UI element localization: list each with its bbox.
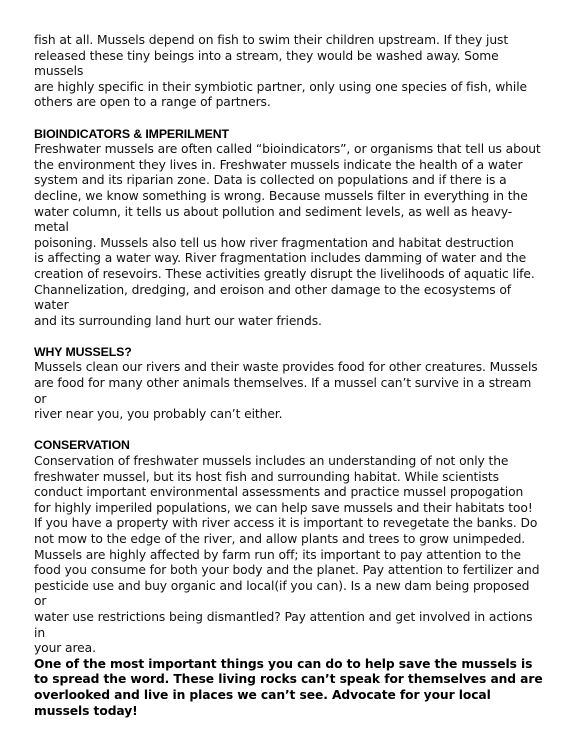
bioindicators-line: poisoning. Mussels also tell us how river fragmentation and habitat destruction xyxy=(34,235,514,250)
call-to-action-line: One of the most important things you can do to help save the mussels is xyxy=(34,656,533,671)
section-heading-conservation: CONSERVATION xyxy=(34,438,130,453)
bioindicators-line: and its surrounding land hurt our water friends. xyxy=(34,313,322,328)
section-heading-bioindicators: BIOINDICATORS & IMPERILMENT xyxy=(34,126,229,141)
intro-line: are highly specific in their symbiotic partner, only using one species of fish, while xyxy=(34,79,527,94)
why-mussels-line: are food for many other animals themselves. If a mussel can’t survive in a stream or xyxy=(34,376,532,406)
conservation-line: Conservation of freshwater mussels includes an understanding of not only the xyxy=(34,454,509,469)
conservation-section xyxy=(34,438,544,719)
conservation-paragraph xyxy=(34,454,544,657)
bioindicators-line: Freshwater mussels are often called “bioindicators”, or organisms that tell us about xyxy=(34,142,541,157)
intro-paragraph xyxy=(34,33,544,111)
bioindicators-line: decline, we know something is wrong. Because mussels filter in everything in the xyxy=(34,188,528,203)
bioindicators-line: is affecting a water way. River fragmentation includes damming of water and the xyxy=(34,251,527,266)
call-to-action-line: to spread the word. These living rocks can’t speak for themselves and are xyxy=(34,672,543,687)
conservation-line: Mussels are highly affected by farm run off; its important to pay attention to the xyxy=(34,547,521,562)
conservation-line: freshwater mussel, but its host fish and surrounding habitat. While scientists xyxy=(34,469,499,484)
conservation-line: for highly imperiled populations, we can help save mussels and their habitats too! xyxy=(34,500,533,515)
why-mussels-line: Mussels clean our rivers and their waste provides food for other creatures. Mussels xyxy=(34,360,538,375)
conservation-line: pesticide use and buy organic and local(if you can). Is a new dam being proposed or xyxy=(34,578,530,609)
bioindicators-line: creation of resevoirs. These activities greatly disrupt the livelihoods of aquatic life. xyxy=(34,266,535,281)
bioindicators-line: Channelization, dredging, and eroison and other damage to the ecosystems of water xyxy=(34,282,511,313)
conservation-line: conduct important environmental assessments and practice mussel propogation xyxy=(34,485,524,500)
conservation-line: your area. xyxy=(34,641,96,656)
intro-line: fish at all. Mussels depend on fish to swim their children upstream. If they just xyxy=(34,33,509,47)
intro-line: released these tiny beings into a stream, they would be washed away. Some mussels xyxy=(34,48,499,79)
bioindicators-paragraph xyxy=(34,142,544,329)
bioindicators-section xyxy=(34,127,544,330)
section-heading-why-mussels: WHY MUSSELS? xyxy=(34,344,132,359)
conservation-line: If you have a property with river access it is important to revegetate the banks. Do xyxy=(34,516,538,531)
why-mussels-paragraph xyxy=(34,360,544,422)
why-mussels-section xyxy=(34,345,544,423)
why-mussels-line: river near you, you probably can’t either. xyxy=(34,407,283,422)
call-to-action-paragraph xyxy=(34,657,544,719)
conservation-line: water use restrictions being dismantled? Pay attention and get involved in actions in xyxy=(34,609,533,640)
document-page xyxy=(34,33,544,719)
intro-line: others are open to a range of partners. xyxy=(34,95,271,110)
conservation-line: not mow to the edge of the river, and allow plants and trees to grow unimpeded. xyxy=(34,532,526,546)
bioindicators-line: water column, it tells us about pollution and sediment levels, as well as heavy-metal xyxy=(34,204,513,235)
bioindicators-line: system and its riparian zone. Data is collected on populations and if there is a xyxy=(34,173,507,188)
call-to-action-line: overlooked and live in places we can’t see. Advocate for your local mussels today! xyxy=(34,687,491,718)
conservation-line: food you consume for both your body and the planet. Pay attention to fertilizer and xyxy=(34,563,540,578)
bioindicators-line: the environment they lives in. Freshwater mussels indicate the health of a water xyxy=(34,157,523,172)
